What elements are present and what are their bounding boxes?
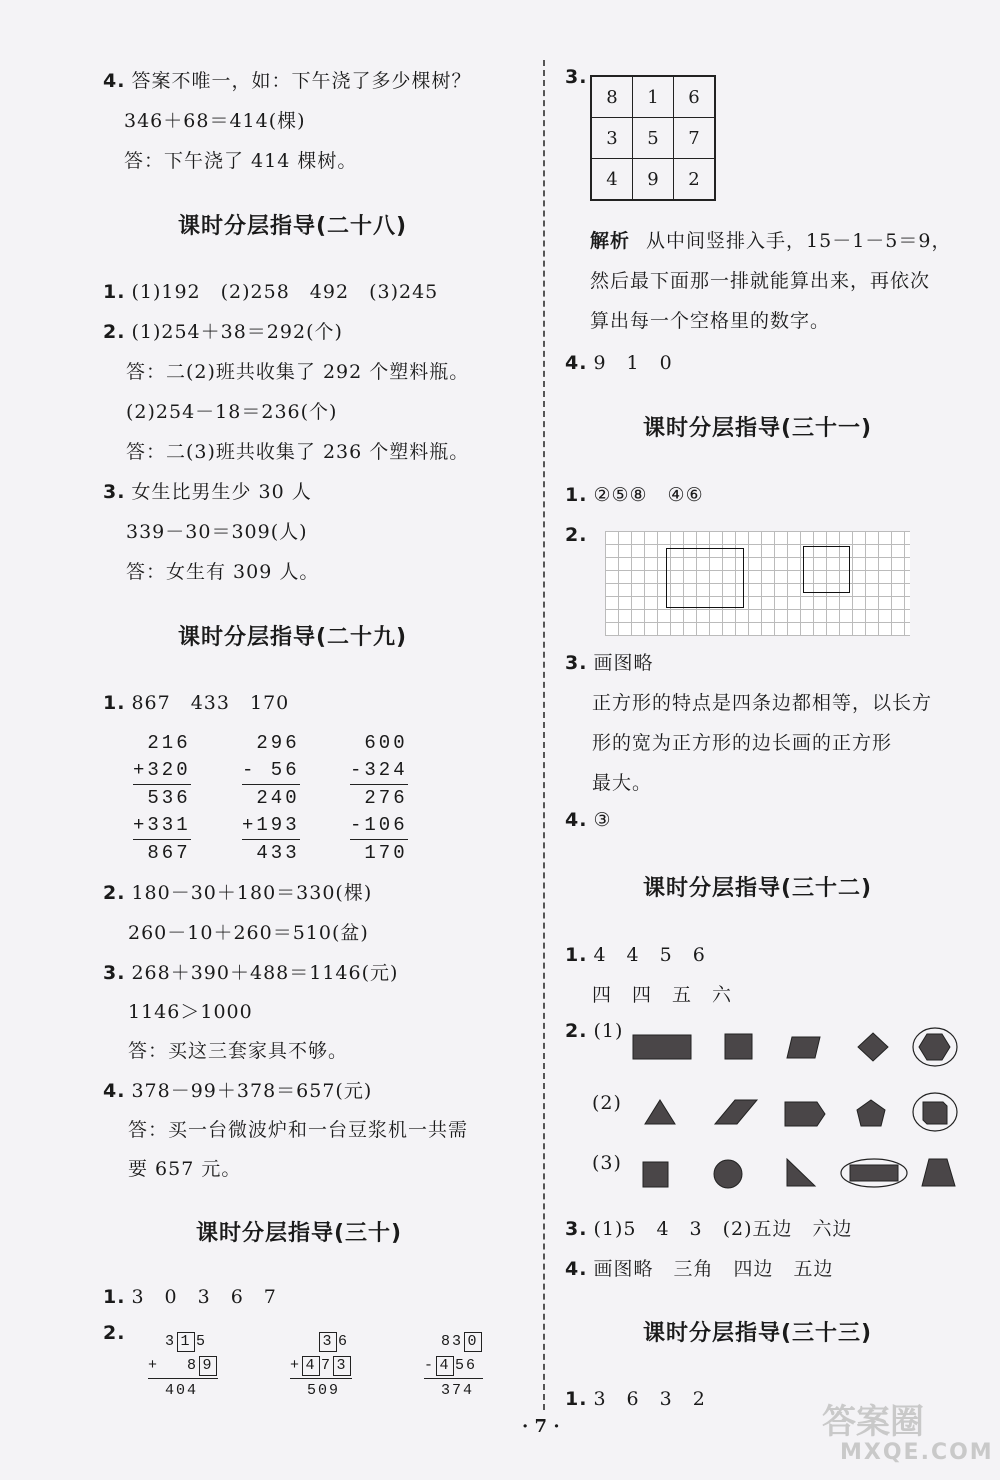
magic-cell: 3 <box>591 118 633 159</box>
s31-q1: 1. ②⑤⑧ ④⑥ <box>565 484 704 506</box>
section-title-33: 课时分层指导(三十三) <box>643 1321 873 1346</box>
magic-cell: 2 <box>674 159 716 201</box>
section-title-29: 课时分层指导(二十九) <box>178 625 408 650</box>
vertical-calc-2: 296 - 56 240 +193 433 <box>242 732 300 864</box>
s30-q2: 2. <box>103 1322 126 1344</box>
rectangle-drawing <box>666 548 744 608</box>
rectangle-shape <box>633 1035 691 1059</box>
vertical-calc-3: 600 -324 276 -106 170 <box>350 732 408 864</box>
s29-q2-l2: 260－10＋260＝510(盆) <box>128 922 369 944</box>
s29-q4-l1: 4. 378－99＋378＝657(元) <box>103 1080 373 1102</box>
s28-q3-l1: 3. 女生比男生少 30 人 <box>103 481 312 503</box>
square-shape <box>725 1034 752 1059</box>
square-shape-2 <box>643 1162 668 1187</box>
r-q4: 4. 9 1 0 <box>565 352 673 374</box>
section-title-28: 课时分层指导(二十八) <box>178 214 408 239</box>
s33-q1: 1. 3 6 3 2 <box>565 1388 706 1410</box>
magic-cell: 8 <box>591 76 633 118</box>
s32-q1-l2: 四 四 五 六 <box>592 984 733 1006</box>
s28-q2-l1: 2. (1)254＋38＝292(个) <box>103 321 343 343</box>
s29-q1: 1. 867 433 170 <box>103 692 290 714</box>
s31-q3-l2: 正方形的特点是四条边都相等，以长方 <box>592 692 933 714</box>
magic-cell: 6 <box>674 76 716 118</box>
section-title-31: 课时分层指导(三十一) <box>643 416 873 441</box>
watermark-logo: 答案圈 <box>822 1402 924 1442</box>
s32-q2-p1: 2. (1) <box>565 1020 624 1042</box>
analysis-l2: 然后最下面那一排就能算出来，再依次 <box>590 270 931 292</box>
column-divider <box>543 60 545 1410</box>
s30-q1: 1. 3 0 3 6 7 <box>103 1286 277 1308</box>
s31-q3-l4: 最大。 <box>592 772 653 794</box>
fill-in-calc-2: 3 6 + 4 7 3 509 <box>290 1330 352 1403</box>
cuboid-shape <box>850 1165 898 1181</box>
s32-q1-l1: 1. 4 4 5 6 <box>565 944 706 966</box>
parallelogram-shape <box>787 1037 820 1058</box>
s31-q3-l3: 形的宽为正方形的边长画的正方形 <box>592 732 893 754</box>
s28-q3-l2: 339－30＝309(人) <box>126 521 308 543</box>
vertical-calc-1: 216 +320 536 +331 867 <box>133 732 191 864</box>
magic-cell: 5 <box>633 118 674 159</box>
s29-q3-l1: 3. 268＋390＋488＝1146(元) <box>103 962 399 984</box>
circle-shape <box>714 1160 742 1188</box>
magic-cell: 1 <box>633 76 674 118</box>
rhombus-shape <box>858 1033 888 1061</box>
magic-cell: 4 <box>591 159 633 201</box>
magic-square <box>590 75 716 201</box>
magic-cell: 7 <box>674 118 716 159</box>
s31-q3-l1: 3. 画图略 <box>565 652 654 674</box>
triangle-shape <box>645 1100 675 1124</box>
watermark-url: MXQE.COM <box>840 1440 994 1465</box>
hexagon-shape <box>919 1034 950 1060</box>
s29-q4-l3: 要 657 元。 <box>128 1158 242 1180</box>
s29-q3-l3: 答：买这三套家具不够。 <box>128 1040 349 1062</box>
pentagon-wide-shape <box>785 1102 825 1126</box>
s29-q2-l1: 2. 180－30＋180＝330(棵) <box>103 882 373 904</box>
s29-q4-l2: 答：买一台微波炉和一台豆浆机一共需 <box>128 1119 469 1141</box>
s32-q4: 4. 画图略 三角 四边 五边 <box>565 1258 834 1280</box>
magic-cell: 9 <box>633 159 674 201</box>
s27-q4-text: 4. 答案不唯一，如：下午浇了多少棵树？ <box>103 70 472 92</box>
s28-q2-l3: (2)254－18＝236(个) <box>126 401 338 423</box>
page-number: · 7 · <box>522 1416 560 1437</box>
s32-q3: 3. (1)5 4 3 (2)五边 六边 <box>565 1218 853 1240</box>
square-drawing <box>803 546 850 593</box>
trapezoid-slant-shape <box>715 1100 757 1124</box>
section-title-30: 课时分层指导(三十) <box>196 1221 403 1246</box>
fill-in-calc-3: 83 0 - 4 56 374 <box>424 1330 483 1403</box>
s31-q4: 4. ③ <box>565 809 612 831</box>
s32-q2-p3: (3) <box>592 1152 622 1174</box>
s28-q2-l4: 答：二(3)班共收集了 236 个塑料瓶。 <box>126 441 470 463</box>
fill-in-calc-1: 3 1 5 + 8 9 404 <box>148 1330 218 1403</box>
s31-q2: 2. <box>565 524 588 546</box>
analysis-l1: 解析 从中间竖排入手，15－1－5＝9， <box>590 230 952 252</box>
s27-q4-answer: 答：下午浇了 414 棵树。 <box>124 150 358 172</box>
s32-q2-p2: (2) <box>592 1092 622 1114</box>
s28-q1: 1. (1)192 (2)258 492 (3)245 <box>103 281 439 303</box>
section-title-32: 课时分层指导(三十二) <box>643 876 873 901</box>
dot-grid <box>605 531 910 636</box>
s28-q3-l3: 答：女生有 309 人。 <box>126 561 320 583</box>
analysis-l3: 算出每一个空格里的数字。 <box>590 310 831 332</box>
shapes-figure <box>625 1022 970 1197</box>
pentagon-shape <box>857 1100 885 1126</box>
right-triangle-shape <box>787 1159 815 1186</box>
s28-q2-l2: 答：二(2)班共收集了 292 个塑料瓶。 <box>126 361 470 383</box>
s27-q4-calc: 346＋68＝414(棵) <box>124 110 306 132</box>
trapezoid-shape <box>922 1159 955 1186</box>
r-q3-num: 3. <box>565 66 588 88</box>
cube-shape <box>923 1102 947 1124</box>
s29-q3-l2: 1146＞1000 <box>128 1001 253 1023</box>
